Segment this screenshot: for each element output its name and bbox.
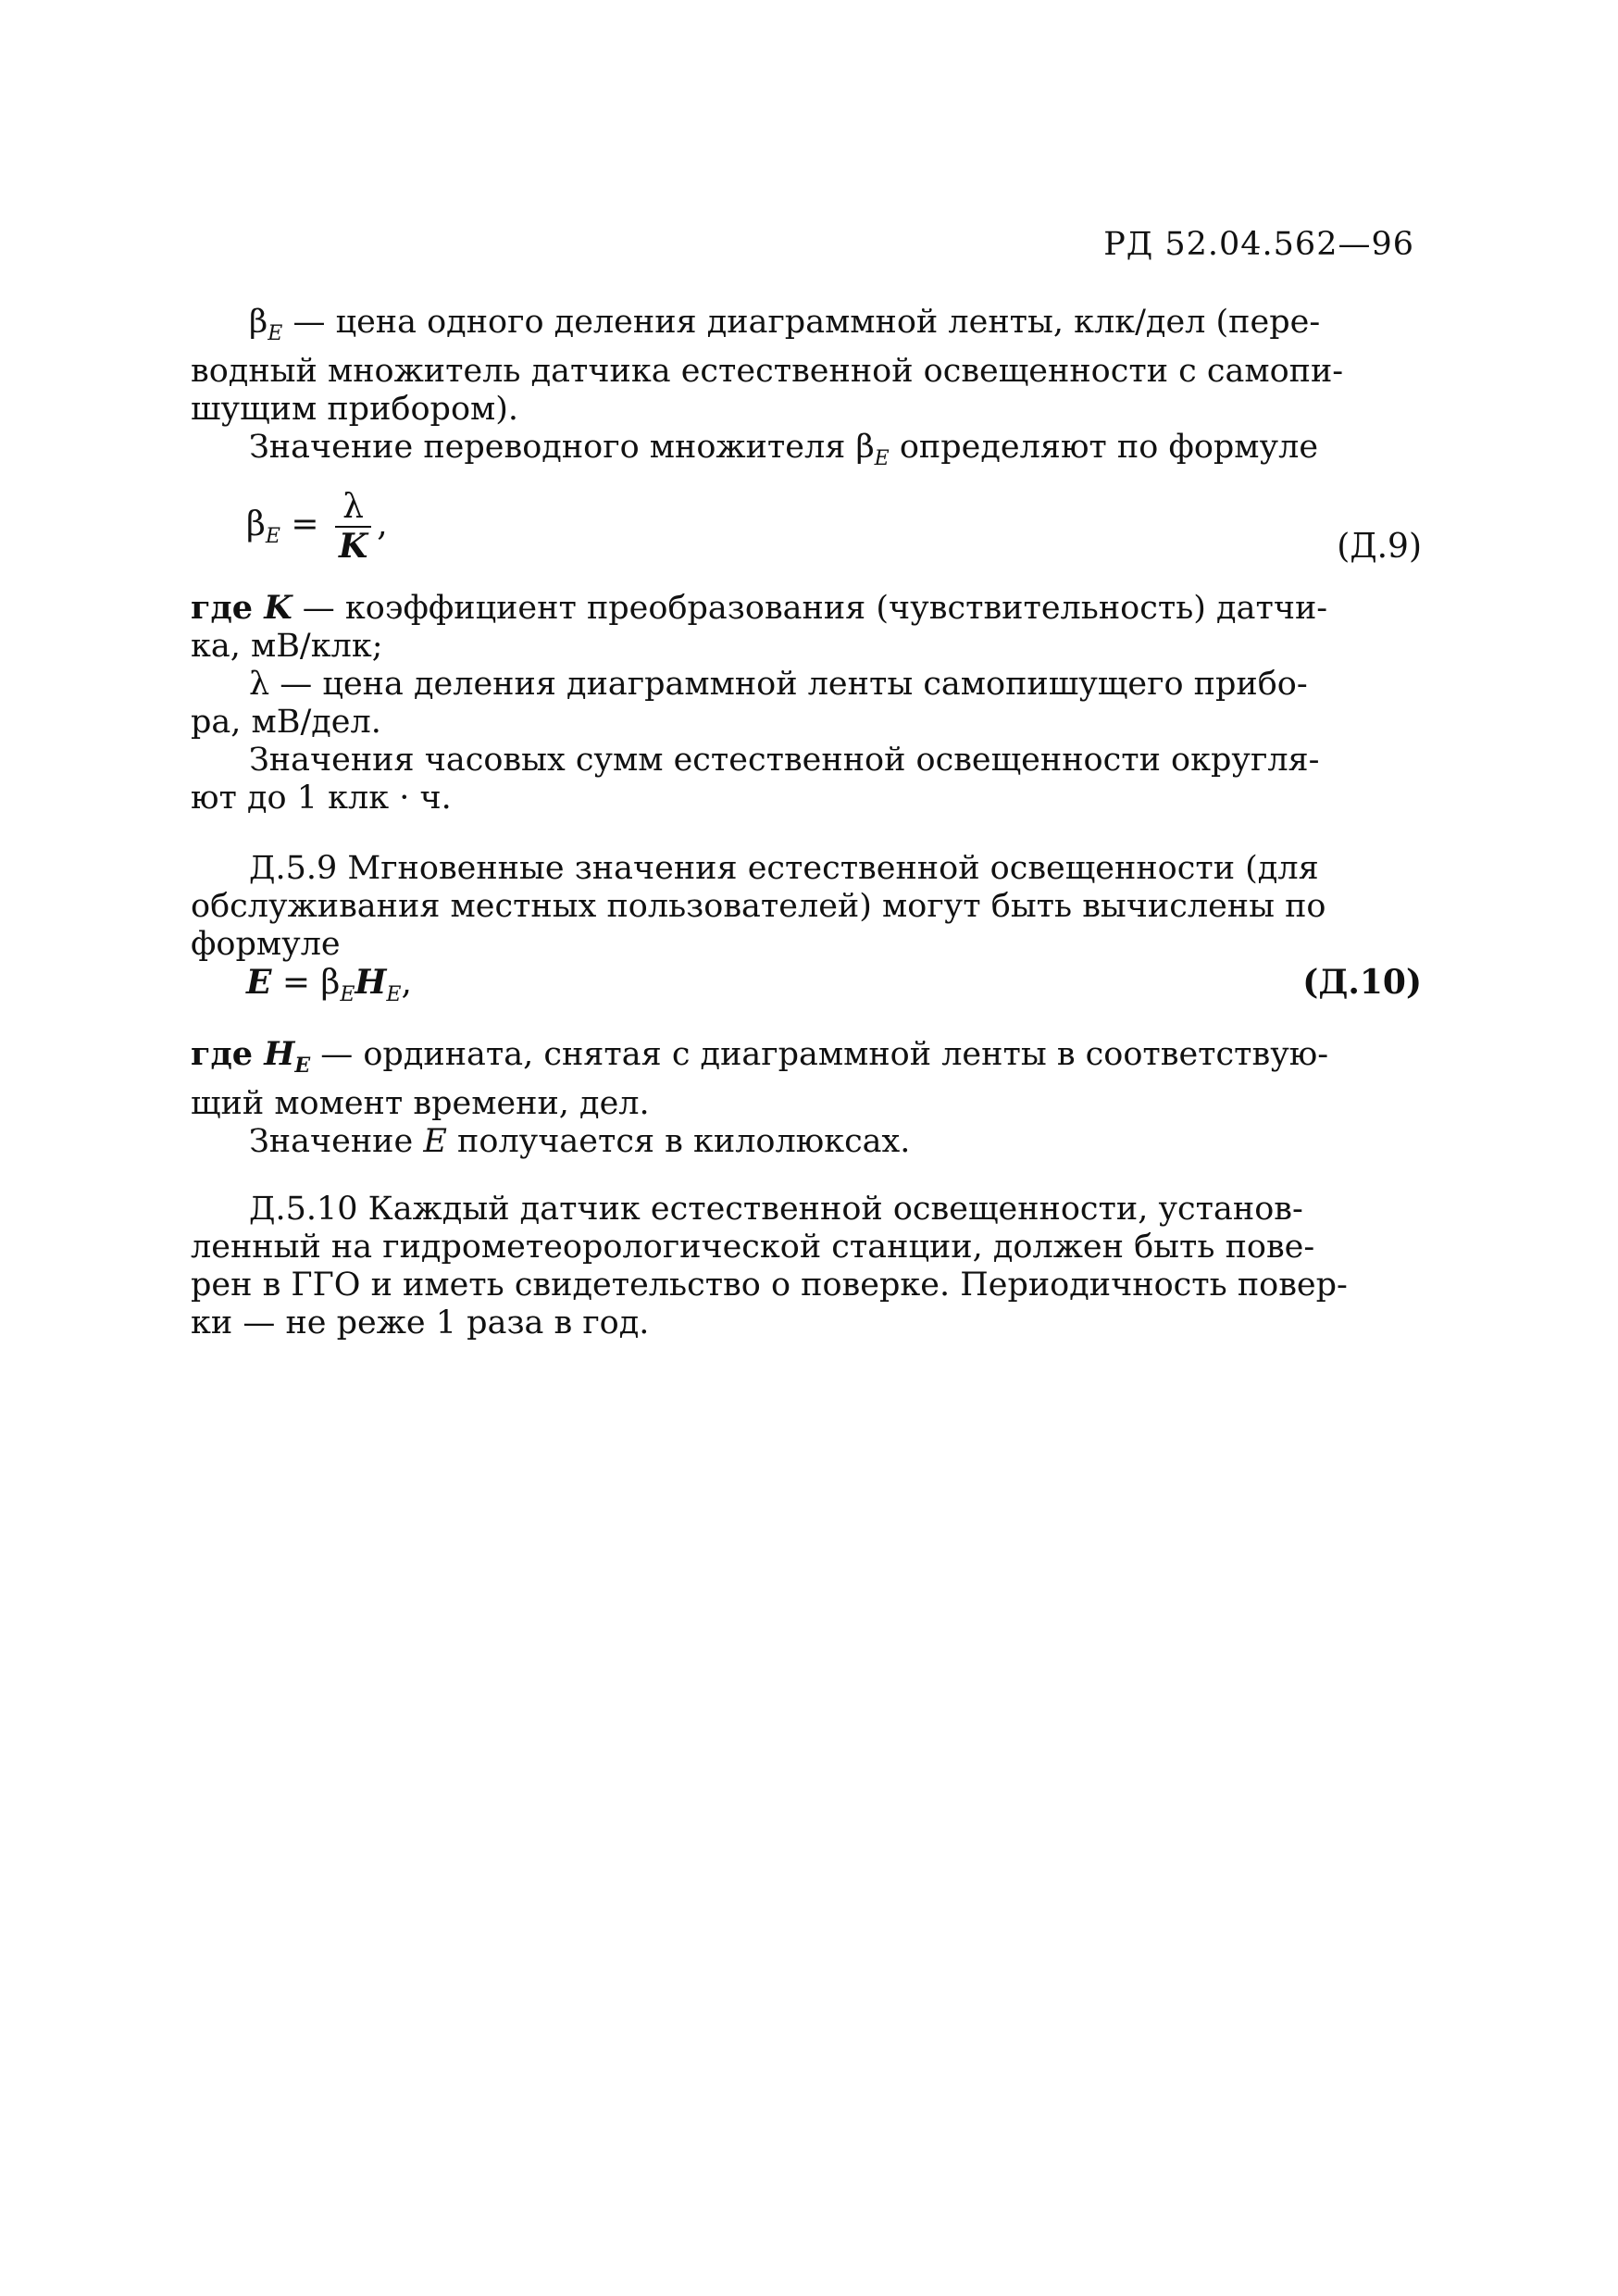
section-d510-line-4: ки — не реже 1 раза в год. bbox=[191, 1304, 650, 1341]
beta-definition-line-1: $\beta_E$ — цена одного деления диаграммной ленты, клк/дел (пере- bbox=[249, 304, 1321, 345]
where-h-line-1: где $H_E$ — ордината, снятая с диаграммной ленты в соответствую- bbox=[191, 1035, 1329, 1078]
where-lambda-line-2: ра, мВ/дел. bbox=[191, 704, 381, 741]
formula-d9-expression: $\beta_E$ = $\frac{\lambda}{K}$ , bbox=[246, 488, 388, 566]
formula-d10-expression: $E = \beta_EH_E$, bbox=[246, 963, 412, 1007]
section-d59 bbox=[191, 850, 1422, 964]
section-d510-line-3: рен в ГГО и иметь свидетельство о поверке. Периодичность повер- bbox=[191, 1267, 1348, 1304]
section-d59-line-1: Д.5.9 Мгновенные значения естественной освещенности (для bbox=[249, 850, 1319, 887]
paragraph-where-d10 bbox=[191, 1035, 1422, 1161]
section-d510-line-1: Д.5.10 Каждый датчик естественной освещенности, установ- bbox=[249, 1191, 1303, 1228]
beta-value-line: Значение переводного множителя $\beta_E$ определяют по формуле bbox=[249, 429, 1319, 470]
paragraph-where-d9 bbox=[191, 589, 1422, 817]
e-units-line: Значение E получается в килолюксах. bbox=[249, 1123, 911, 1160]
beta-definition-line-3: шущим прибором). bbox=[191, 391, 519, 428]
rounding-line-2: ют до 1 клк · ч. bbox=[191, 780, 452, 817]
fraction-lambda-over-k: $\frac{\lambda}{K}$ bbox=[335, 491, 371, 563]
where-lambda-line-1: λ — цена деления диаграммной ленты самопишущего прибо- bbox=[249, 666, 1308, 703]
rounding-line-1: Значения часовых сумм естественной освещенности округля- bbox=[249, 742, 1320, 779]
formula-d9-number: (Д.9) bbox=[1337, 528, 1422, 566]
where-h-line-2: щий момент времени, дел. bbox=[191, 1085, 650, 1122]
section-d59-line-3: формуле bbox=[191, 926, 341, 963]
section-d59-line-2: обслуживания местных пользователей) могут быть вычислены по bbox=[191, 888, 1326, 925]
paragraph-beta-definition bbox=[191, 304, 1422, 478]
formula-d10-number: (Д.10) bbox=[1302, 963, 1422, 1002]
where-k-line-1: где K — коэффициент преобразования (чувствительность) датчи- bbox=[191, 589, 1328, 627]
section-d510-line-2: ленный на гидрометеорологической станции, должен быть пове- bbox=[191, 1229, 1315, 1266]
section-d510 bbox=[191, 1191, 1422, 1342]
beta-definition-line-2: водный множитель датчика естественной освещенности с самопи- bbox=[191, 353, 1344, 390]
where-k-line-2: ка, мВ/клк; bbox=[191, 628, 383, 665]
document-code: РД 52.04.562—96 bbox=[1103, 226, 1414, 263]
beta-symbol: $\beta_E$ bbox=[249, 304, 283, 345]
formula-d9 bbox=[191, 488, 1422, 574]
formula-d10 bbox=[191, 963, 1422, 1018]
